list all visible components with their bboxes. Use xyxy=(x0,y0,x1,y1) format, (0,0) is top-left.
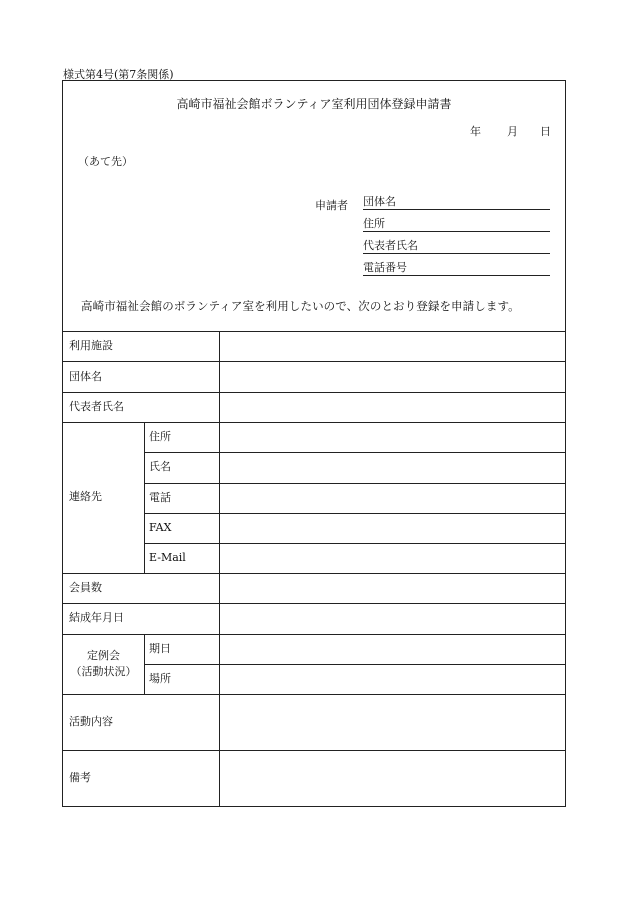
application-statement: 高崎市福祉会館のボランティア室を利用したいので、次のとおり登録を申請します。 xyxy=(81,299,520,313)
formed-date-value-cell[interactable] xyxy=(220,604,565,634)
contact-fax-value-cell[interactable] xyxy=(220,514,565,543)
group-name-label: 団体名 xyxy=(69,370,102,383)
representative-label: 代表者氏名 xyxy=(69,400,124,413)
remarks-label: 備考 xyxy=(69,771,91,784)
formed-date-label: 結成年月日 xyxy=(69,611,124,624)
member-count-label: 会員数 xyxy=(69,581,102,594)
meeting-place-label: 場所 xyxy=(149,672,171,685)
meeting-label-line2: （活動状況） xyxy=(70,665,137,678)
activity-value-cell[interactable] xyxy=(220,695,565,750)
activity-label: 活動内容 xyxy=(69,715,113,728)
contact-name-label: 氏名 xyxy=(149,460,171,473)
contact-phone-label: 電話 xyxy=(149,491,171,504)
meeting-label xyxy=(63,648,144,680)
applicant-representative-field[interactable]: 代表者氏名 xyxy=(363,239,550,254)
member-count-value-cell[interactable] xyxy=(220,574,565,603)
date-year-label: 年 xyxy=(470,125,481,138)
meeting-place-value-cell[interactable] xyxy=(220,665,565,694)
contact-address-label: 住所 xyxy=(149,430,171,443)
contact-name-value-cell[interactable] xyxy=(220,453,565,483)
facility-value-cell[interactable] xyxy=(220,332,565,361)
contact-phone-value-cell[interactable] xyxy=(220,484,565,513)
column-rule xyxy=(144,634,145,694)
meeting-date-label: 期日 xyxy=(149,642,171,655)
application-form xyxy=(62,80,566,807)
applicant-label: 申請者 xyxy=(315,199,348,212)
addressee-label: （あて先） xyxy=(78,155,133,168)
remarks-value-cell[interactable] xyxy=(220,751,565,806)
column-rule xyxy=(144,422,145,573)
contact-email-value-cell[interactable] xyxy=(220,544,565,573)
meeting-date-value-cell[interactable] xyxy=(220,635,565,664)
date-day-label: 日 xyxy=(540,125,551,138)
facility-label: 利用施設 xyxy=(69,339,113,352)
meeting-label-line1: 定例会 xyxy=(87,649,120,662)
applicant-group-name-field[interactable]: 団体名 xyxy=(363,195,550,210)
representative-value-cell[interactable] xyxy=(220,393,565,422)
contact-email-label: E-Mail xyxy=(149,551,186,564)
group-name-value-cell[interactable] xyxy=(220,362,565,392)
form-reference: 様式第4号(第7条関係) xyxy=(63,68,174,81)
contact-fax-label: FAX xyxy=(149,521,172,534)
contact-address-value-cell[interactable] xyxy=(220,423,565,452)
form-title: 高崎市福祉会館ボランティア室利用団体登録申請書 xyxy=(176,97,452,111)
applicant-address-field[interactable]: 住所 xyxy=(363,217,550,232)
date-month-label: 月 xyxy=(507,125,518,138)
applicant-phone-field[interactable]: 電話番号 xyxy=(363,261,550,276)
contact-label: 連絡先 xyxy=(69,490,102,503)
